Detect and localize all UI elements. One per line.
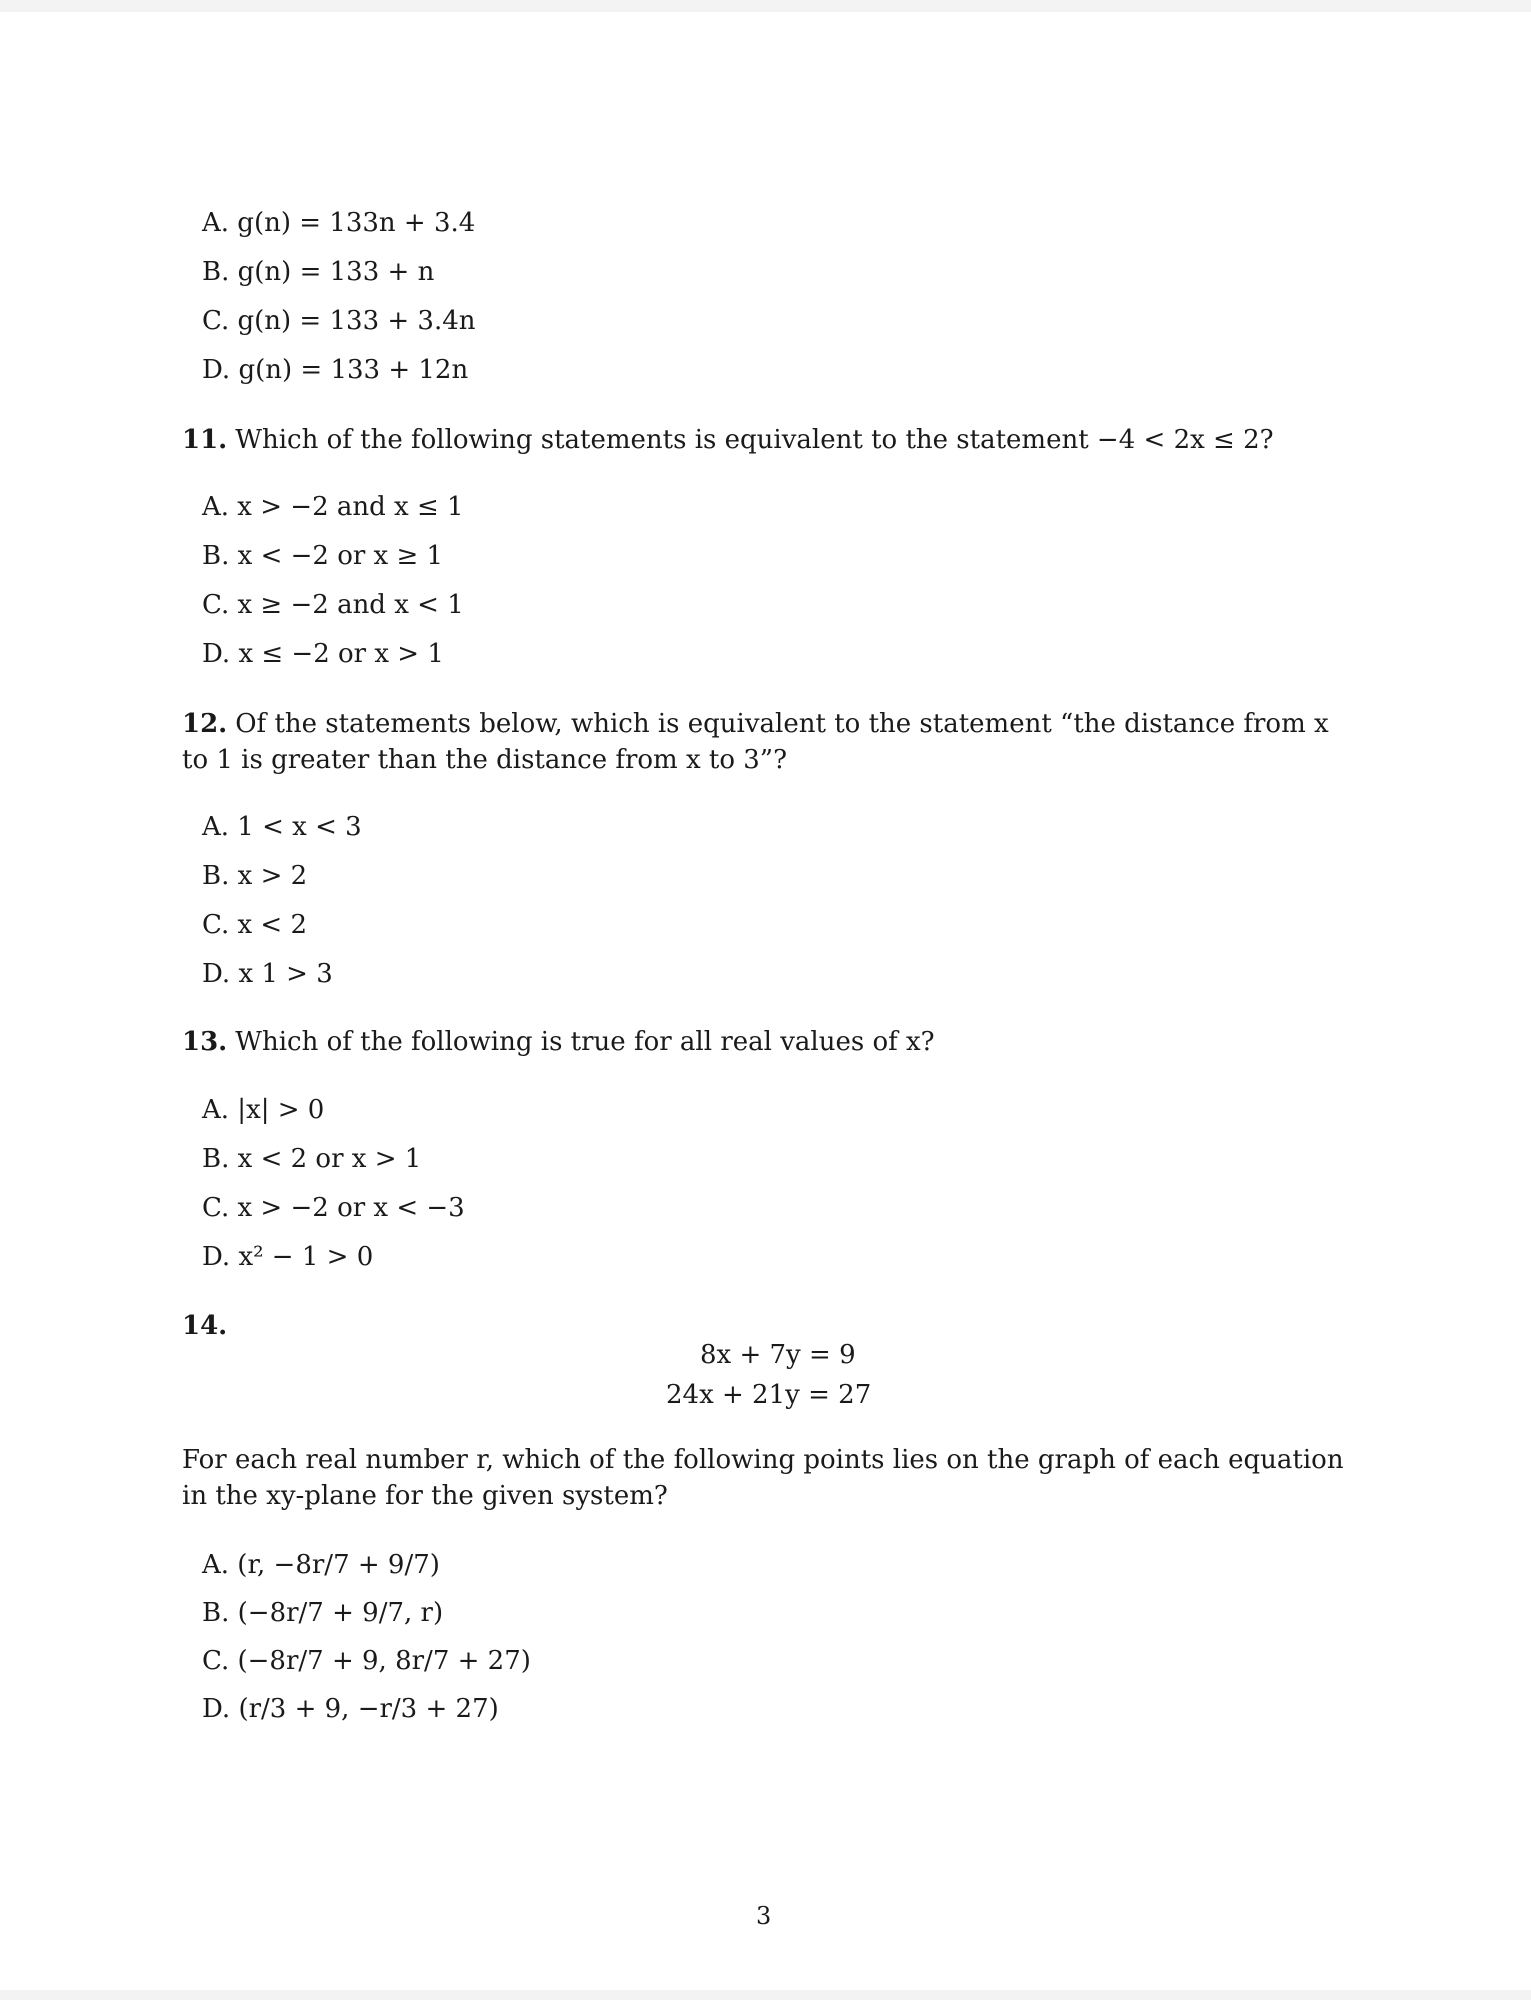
equation-2: 24x + 21y = 27 bbox=[666, 1380, 872, 1410]
document-page bbox=[0, 12, 1531, 1990]
question-14-text: For each real number r, which of the following points lies on the graph of each equation in the xy-plane for the given system? bbox=[182, 1445, 1344, 1511]
equation-1: 8x + 7y = 9 bbox=[700, 1340, 856, 1370]
q11-option-c: C. x ≥ −2 and x < 1 bbox=[202, 590, 464, 620]
question-prompt: Which of the following statements is equivalent to the statement −4 < 2x ≤ 2? bbox=[235, 425, 1274, 455]
q11-option-d: D. x ≤ −2 or x > 1 bbox=[202, 639, 444, 669]
q10-option-b: B. g(n) = 133 + n bbox=[202, 257, 435, 287]
q10-option-d: D. g(n) = 133 + 12n bbox=[202, 355, 469, 385]
q10-option-a: A. g(n) = 133n + 3.4 bbox=[202, 208, 476, 238]
q13-option-b: B. x < 2 or x > 1 bbox=[202, 1144, 422, 1174]
q12-option-a: A. 1 < x < 3 bbox=[202, 812, 362, 842]
q11-option-b: B. x < −2 or x ≥ 1 bbox=[202, 541, 444, 571]
q14-option-d: D. (r/3 + 9, −r/3 + 27) bbox=[202, 1694, 499, 1724]
question-prompt: Of the statements below, which is equivalent to the statement “the distance from x to 1 is greater than the distance from x to 3”? bbox=[182, 709, 1329, 775]
q12-option-c: C. x < 2 bbox=[202, 910, 308, 940]
question-11-text bbox=[182, 422, 1352, 458]
question-12-text bbox=[182, 706, 1352, 778]
question-number: 13. bbox=[182, 1027, 228, 1057]
q14-option-b: B. (−8r/7 + 9/7, r) bbox=[202, 1598, 444, 1628]
question-prompt: Which of the following is true for all real values of x? bbox=[235, 1027, 935, 1057]
q13-option-a: A. |x| > 0 bbox=[202, 1095, 325, 1125]
q13-option-d: D. x² − 1 > 0 bbox=[202, 1242, 374, 1272]
q13-option-c: C. x > −2 or x < −3 bbox=[202, 1193, 465, 1223]
question-13-text bbox=[182, 1024, 1352, 1060]
q10-option-c: C. g(n) = 133 + 3.4n bbox=[202, 306, 476, 336]
question-number: 12. bbox=[182, 709, 228, 739]
q11-option-a: A. x > −2 and x ≤ 1 bbox=[202, 492, 464, 522]
q12-option-d: D. x 1 > 3 bbox=[202, 959, 333, 989]
q12-option-b: B. x > 2 bbox=[202, 861, 308, 891]
question-number: 11. bbox=[182, 425, 228, 455]
question-number: 14. bbox=[182, 1311, 228, 1341]
q14-option-a: A. (r, −8r/7 + 9/7) bbox=[202, 1550, 440, 1580]
q14-option-c: C. (−8r/7 + 9, 8r/7 + 27) bbox=[202, 1646, 531, 1676]
page-number: 3 bbox=[756, 1902, 772, 1930]
